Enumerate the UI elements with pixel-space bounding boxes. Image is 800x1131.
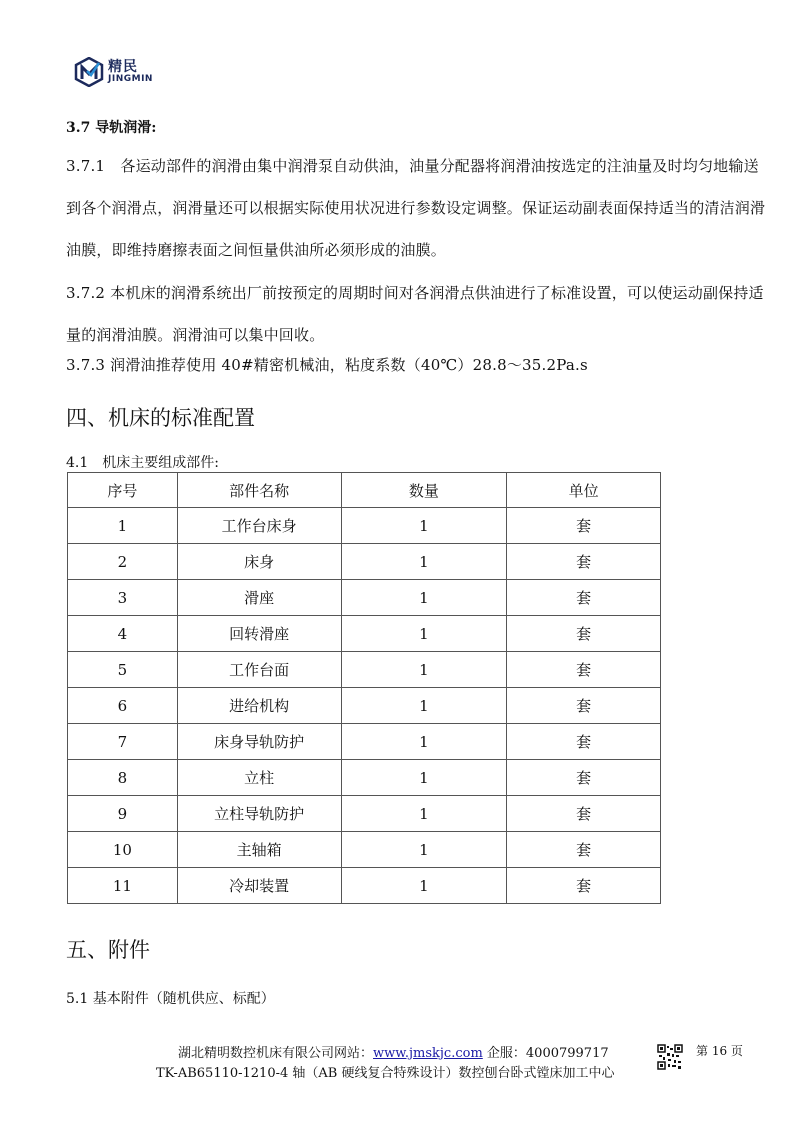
header-index: 序号 xyxy=(68,473,178,508)
cell-unit: 套 xyxy=(507,508,661,544)
cell-index: 10 xyxy=(68,832,178,868)
cell-part-name: 工作台床身 xyxy=(177,508,341,544)
table-row xyxy=(68,544,661,580)
table-row xyxy=(68,796,661,832)
cell-index: 11 xyxy=(68,868,178,904)
company-logo xyxy=(74,57,153,87)
cell-index: 5 xyxy=(68,652,178,688)
cell-quantity: 1 xyxy=(341,724,507,760)
cell-part-name: 床身 xyxy=(177,544,341,580)
cell-index: 2 xyxy=(68,544,178,580)
section-5-1-subheading: 5.1 基本附件（随机供应、标配） xyxy=(66,991,275,1007)
cell-part-name: 滑座 xyxy=(177,580,341,616)
cell-part-name: 工作台面 xyxy=(177,652,341,688)
cell-unit: 套 xyxy=(507,868,661,904)
header-quantity: 数量 xyxy=(341,473,507,508)
section-5-heading: 五、附件 xyxy=(66,938,150,962)
table-row xyxy=(68,688,661,724)
cell-unit: 套 xyxy=(507,580,661,616)
cell-part-name: 立柱导轨防护 xyxy=(177,796,341,832)
section-3-7-title: 3.7 导轨润滑: xyxy=(66,120,157,136)
table-row xyxy=(68,652,661,688)
cell-quantity: 1 xyxy=(341,544,507,580)
cell-index: 6 xyxy=(68,688,178,724)
table-row xyxy=(68,508,661,544)
cell-quantity: 1 xyxy=(341,796,507,832)
cell-index: 3 xyxy=(68,580,178,616)
qr-code-icon xyxy=(657,1044,683,1070)
table-row xyxy=(68,724,661,760)
table-row xyxy=(68,580,661,616)
cell-unit: 套 xyxy=(507,652,661,688)
cell-unit: 套 xyxy=(507,616,661,652)
cell-unit: 套 xyxy=(507,760,661,796)
cell-quantity: 1 xyxy=(341,760,507,796)
page-number: 第 16 页 xyxy=(696,1044,743,1058)
cell-part-name: 立柱 xyxy=(177,760,341,796)
cell-index: 4 xyxy=(68,616,178,652)
cell-quantity: 1 xyxy=(341,688,507,724)
jingmin-logo-icon xyxy=(74,57,104,87)
cell-part-name: 回转滑座 xyxy=(177,616,341,652)
cell-quantity: 1 xyxy=(341,832,507,868)
footer-product-name: TK-AB65110-1210-4 轴（AB 硬线复合特殊设计）数控刨台卧式镗床加工中心 xyxy=(156,1066,615,1081)
cell-quantity: 1 xyxy=(341,616,507,652)
table-header-row xyxy=(68,473,661,508)
cell-quantity: 1 xyxy=(341,652,507,688)
section-4-heading: 四、机床的标准配置 xyxy=(66,406,255,430)
cell-unit: 套 xyxy=(507,724,661,760)
cell-unit: 套 xyxy=(507,544,661,580)
cell-part-name: 床身导轨防护 xyxy=(177,724,341,760)
paragraph-3-7-1: 3.7.1 各运动部件的润滑由集中润滑泵自动供油，油量分配器将润滑油按选定的注油量及时均匀地输送到各个润滑点，润滑量还可以根据实际使用状况进行参数设定调整。保证运动副表面保持适当的清洁润滑油膜，即维持磨擦表面之间恒量供油所必须形成的油膜。 xyxy=(66,157,766,259)
table-row xyxy=(68,832,661,868)
cell-index: 1 xyxy=(68,508,178,544)
cell-index: 9 xyxy=(68,796,178,832)
logo-chinese-name: 精民 xyxy=(108,59,138,75)
footer-company-prefix: 湖北精明数控机床有限公司网站： xyxy=(178,1046,374,1061)
cell-unit: 套 xyxy=(507,832,661,868)
parts-table xyxy=(67,472,661,904)
cell-part-name: 主轴箱 xyxy=(177,832,341,868)
section-4-1-subheading: 4.1 机床主要组成部件: xyxy=(66,455,219,471)
cell-index: 7 xyxy=(68,724,178,760)
cell-part-name: 冷却装置 xyxy=(177,868,341,904)
paragraph-3-7-2: 3.7.2 本机床的润滑系统出厂前按预定的周期时间对各润滑点供油进行了标准设置，可以使运动副保持适量的润滑油膜。润滑油可以集中回收。 xyxy=(66,284,764,344)
logo-english-name: JINGMIN xyxy=(108,74,153,84)
table-row xyxy=(68,868,661,904)
cell-quantity: 1 xyxy=(341,508,507,544)
header-unit: 单位 xyxy=(507,473,661,508)
table-row xyxy=(68,760,661,796)
cell-unit: 套 xyxy=(507,688,661,724)
cell-part-name: 进给机构 xyxy=(177,688,341,724)
footer-company-line xyxy=(178,1042,609,1061)
paragraph-3-7-3: 3.7.3 润滑油推荐使用 40#精密机械油，粘度系数（40℃）28.8～35.2Pa.s xyxy=(66,356,588,374)
header-part-name: 部件名称 xyxy=(177,473,341,508)
cell-quantity: 1 xyxy=(341,580,507,616)
cell-index: 8 xyxy=(68,760,178,796)
footer-service-number: 企服：4000799717 xyxy=(482,1046,609,1061)
website-link[interactable]: www.jmskjc.com xyxy=(373,1046,483,1061)
cell-quantity: 1 xyxy=(341,868,507,904)
table-row xyxy=(68,616,661,652)
cell-unit: 套 xyxy=(507,796,661,832)
